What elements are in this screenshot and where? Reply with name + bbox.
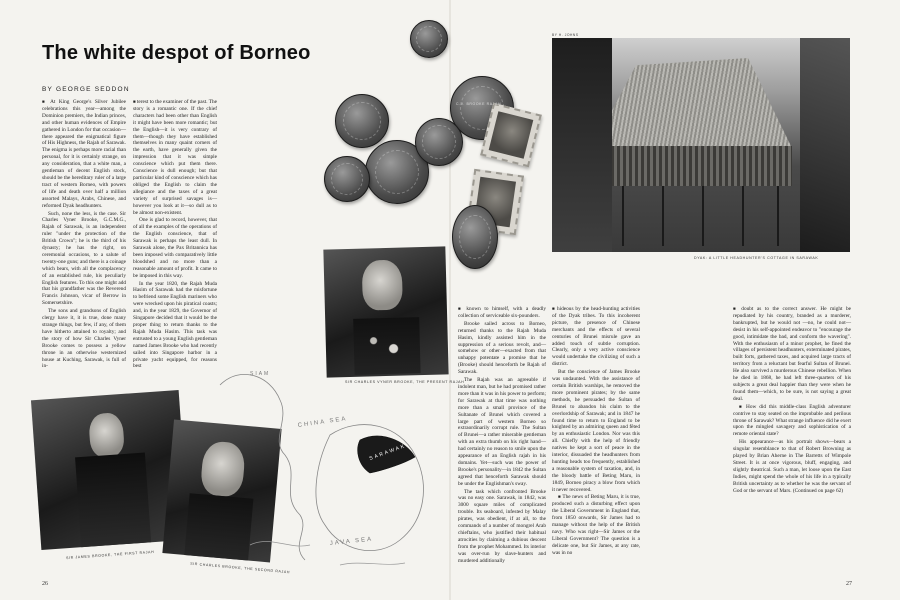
text-column-2 <box>133 99 217 399</box>
paragraph: ■ known to himself, with a deadly collection of serviceable six-pounders. <box>458 306 546 320</box>
coastline-islands <box>250 541 405 565</box>
paragraph: His appearance—as his portrait shows—bears a singular resemblance to that of Robert Browning as played by Brian Aherne in The Barretts of Wimpole Street. It is at once vigorous, bluff, engaging, and slightly theatrical. Such a man, let loose upon the East Indies, might spend the whole of his life in a typically British uncertainty as to whether he was the servant of God or the servant of Mars. (Continued on page 62) <box>733 439 851 494</box>
hut-roof <box>592 58 792 148</box>
map-label-sarawak: SARAWAK <box>368 443 407 462</box>
map-label-china-sea: CHINA SEA <box>297 416 348 429</box>
paragraph: ■ How did this middle-class English adventurer contrive to stay seated on the improbable and perilous throne of Sarawak? What strange influence did he exert upon the mingled savagery and sophistication of a remote oriental state? <box>733 404 851 439</box>
paragraph: Brooke sailed across to Borneo, returned thanks to the Rajah Muda Hasim, kindly assisted him in the suppression of a serious revolt, and—somehow or other—exacted from that unhappy potentate a promise that he (Brooke) should henceforth be Rajah of Sarawak. <box>458 320 546 376</box>
caption-present-rajah: SIR CHARLES VYNER BROOKE, THE PRESENT RAJAH <box>345 380 465 384</box>
text-column-1 <box>42 99 126 370</box>
text-column-3 <box>458 306 546 574</box>
borneo-map <box>210 345 450 595</box>
hut-stilt <box>662 186 664 246</box>
hut-wall <box>602 146 792 186</box>
paragraph: ■ The news of Beting Maru, it is true, produced such a disturbing effect upon the Liberal Government in England that, from 1850 onwards, Sir James had to manage without the help of the British navy. Who was right—Sir James or the Liberal Government? The question is a delicate one, but Sir James, at any rate, was in no <box>552 494 640 556</box>
photo-credit: BY H. JOHNS <box>552 33 579 37</box>
map-label-siam: SIAM <box>250 371 271 377</box>
article-title: The white despot of Borneo <box>42 42 311 64</box>
caption-second-rajah: SIR CHARLES BROOKE, THE SECOND RAJAH <box>190 561 291 575</box>
coastline-mainland <box>220 374 305 560</box>
hut-stilt <box>742 186 744 246</box>
paragraph: In the year 1820, the Rajah Muda Hasim of Sarawak had the misfortune to befriend some English mariners who were wrecked upon his piratical coasts; and, in the year 1829, the Governor of Singapore decided that it would be the proper thing to return thanks to the Rajah Muda Hasim. This task was entrusted to a young English gentleman named James Brooke who had recently sailed into Singapore harbor in a private yacht equipped, for reasons best <box>133 280 217 370</box>
hut-stilt <box>702 186 704 246</box>
page-number-left: 26 <box>42 581 48 587</box>
paragraph: One is glad to record, however, that of all the examples of the operations of the English conscience, that of Sarawak is perhaps the least dull. In Sarawak alone, the Pax Britannica has been imposed with comparatively little bloodshed and no more than a reasonable amount of profit. It came to be imposed in this way. <box>133 217 217 279</box>
coin-inscription: C.V. BROOKE RAJAH <box>456 102 502 106</box>
coin-icon <box>410 20 448 58</box>
paragraph: ■ hideous by the head-hunting activities of the Dyak tribes. To this incoherent picture, the presence of Chinese merchants and the effects of several centuries of Brunei misrule gave an added touch of subtle corruption. Clearly, only a very active conscience would undertake the civilizing of such a district. <box>552 306 640 368</box>
paragraph: The Rajah was an agreeable if indolent man, but he had promised rather more than it was in his power to perform; for Sarawak at that time was nothing more than a small province of the Sultanate of Brunei which covered a large part of western Borneo so extraordinarily corrupt rule. The Sultan of Brunei—a rather miserable gentleman with an extra thumb on his right hand—had certainly no reason to smile upon the appearance of an English rajah in his domains. Yet—such was the power of Brooke's personality—in 1842 the Sultan agreed that henceforth Sarawak should be under the Englishman's sway. <box>458 377 546 487</box>
photo-dyak-village <box>552 38 850 252</box>
article-byline: BY GEORGE SEDDON <box>42 86 130 93</box>
caption-first-rajah: SIR JAMES BROOKE, THE FIRST RAJAH <box>65 549 155 561</box>
portrait-face <box>362 260 403 311</box>
palm-foliage <box>552 38 612 252</box>
paragraph: ■ terest to the examiner of the past. The story is a romantic one. If the chief characters had been other than English it might have been more romantic; but the English—it is very contrary of them—though they have established themselves in many quaint corners of the earth, have generally given the impression that it was simple conscience which put them there. Conscience is dull enough; but that particular kind of conscience which has obliged the English to claim the allegiance and the taxes of a great variety of surprised savages is—however you look at it—so dull as to be almost non-existent. <box>133 99 217 216</box>
paragraph: ■ doubt as to the correct answer. He might be repudiated by his country, branded as a murderer, bankrupted, but he would not —no, he could not—desist in his self-appointed endeavor to "encourage the good, intimidate the bad, and conform the wavering". With the enthusiasm of a minor prophet, he fined the villages of persistent headhunters, exterminated pirates, built forts, gathered taxes, and acquired large tracts of territory from a reluctant but fearful Sultan of Brunei. He also survived a murderous Chinese rebellion. When he died in 1868, he had left three-quarters of his subjects a great deal happier than they were when he found them—which, to be sure, is not saying a great deal. <box>733 306 851 403</box>
paragraph: But the conscience of James Brooke was undaunted. With the assistance of certain British warships, he removed the more prominent pirates; by the same methods, he persuaded the Sultan of Brunei to abandon his claim to the overlordship of Sarawak; and in 1847 he found time to return to England to be knighted by an admiring queen and fêted by an enthusiastic London. Nor was this all. Chiefly with the help of friendly natives he kept a sort of peace in the interior, dissuaded the headhunters from hunting heads too frequently, established a reasonable system of taxation, and, in the bloody battle of Beting Maru, in 1849, Borneo piracy a blow from which it never recovered. <box>552 369 640 493</box>
coin-icon <box>415 118 463 166</box>
map-label-java-sea: JAVA SEA <box>329 536 374 547</box>
paragraph: ■ At King George's Silver Jubilee celebrations this year—among the Dominion premiers, the Indian princes, and other human evidences of Empire gathered in London for that occasion—there appeared the enigmatical figure of His Highness, the Rajah of Sarawak. The enigma is perhaps more racial than personal, for it is certainly strange, on any consideration, that a white man, a gentleman of decent English stock, should be the hereditary ruler of a large tract of western Borneo, with powers of life and death over half a million assorted Malays, Arabs, Chinese, and reformed Dyak headhunters. <box>42 99 126 210</box>
palm-foliage <box>800 38 850 252</box>
hut-stilt <box>777 186 779 246</box>
coin-icon <box>335 94 389 148</box>
coin-icon <box>452 205 498 269</box>
hut-stilt <box>622 186 624 246</box>
paragraph: The sons and grandsons of English clergy have it, it is true, done many strange things, but few, if any, of them have hitherto attained to royalty; and the story of how Sir Charles Vyner Brooke comes to possess a yellow throne in an otherwise westernized house at Kuching, Sarawak, is full of in- <box>42 308 126 370</box>
portrait-face <box>88 412 125 458</box>
text-column-4 <box>552 306 640 574</box>
text-column-5 <box>733 306 851 574</box>
coin-icon <box>324 156 370 202</box>
page-number-right: 27 <box>846 581 852 587</box>
portrait-coat <box>75 453 151 548</box>
caption-village: DYAK: A LITTLE HEADHUNTER'S COTTAGE IN SARAWAK <box>694 256 819 260</box>
paragraph: Such, none the less, is the case. Sir Charles Vyner Brooke, G.C.M.G., Rajah of Sarawak, is an independent ruler "under the protection of the British Crown"; he is the third of his dynasty; he has the right, on ceremonial occasions, to a salute of twenty-one guns; and there is a coinage which bears, with all the complacency of an established rule, his peculiarly English features. To this one might add that his grandfather was the Reverend Francis Johnson, vicar of Berrow in Somersetshire. <box>42 210 126 307</box>
paragraph: The task which confronted Brooke was no easy one. Sarawak, in 1842, was 3000 square miles of complicated trouble. Its seaboard, infested by Malay pirates, was obedient, if at all, to the commands of a number of mongrel Arab chieftains, who justified their habitual atrocities by claiming a dubious descent from the prophet Mohammed. Its interior was over-run by slave-hunters and murdered additionally <box>458 488 546 564</box>
